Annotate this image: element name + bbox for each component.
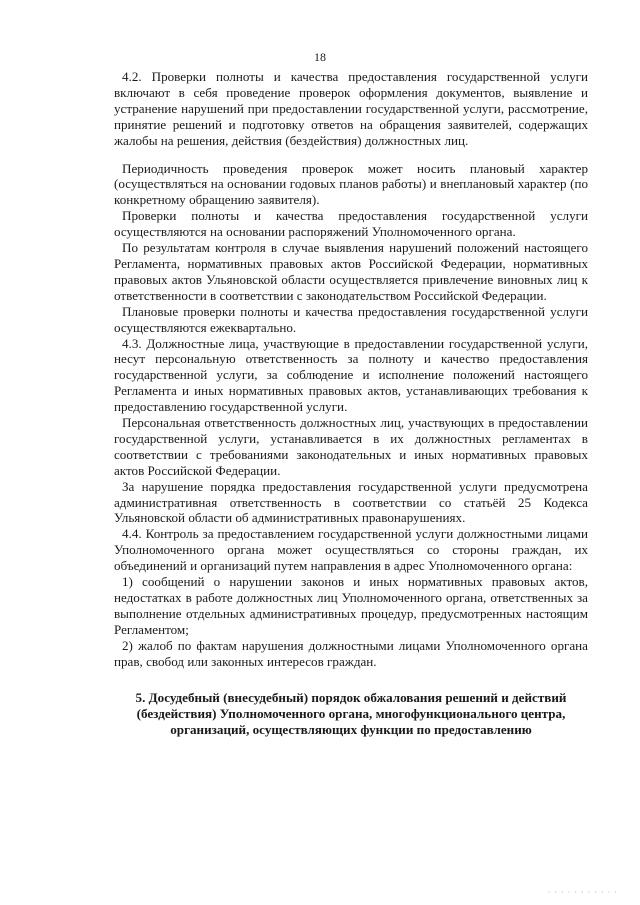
scan-artifact: · · · · · · · · · · · [547, 888, 618, 897]
paragraph-personal-responsibility: Персональная ответственность должностных лиц, участвующих в предоставлении государственной услуги, устанавливается в их должностных регламентах в соответствии с требованиями законодательных и иных нормативных правовых актов Российской Федерации. [114, 415, 588, 478]
paragraph-control-results: По результатам контроля в случае выявления нарушений положений настоящего Регламента, нормативных правовых актов Российской Федерации, нормативных правовых актов Ульяновской области осуществляется привлечение виновных лиц к ответственности в соответствии с законодательством Российской Федерации. [114, 240, 588, 303]
paragraph-administrative-liability: За нарушение порядка предоставления государственной услуги предусмотрена административная ответственность в соответствии со статьёй 25 Кодекса Ульяновской области об административных правонарушениях. [114, 478, 588, 526]
list-item-2: 2) жалоб по фактам нарушения должностными лицами Уполномоченного органа прав, свобод или законных интересов граждан. [114, 637, 588, 669]
paragraph-planned-inspections: Плановые проверки полноты и качества предоставления государственной услуги осуществляются ежеквартально. [114, 303, 588, 335]
paragraph-4-3: 4.3. Должностные лица, участвующие в предоставлении государственной услуги, несут персональную ответственность за полноту и качество предоставления государственной услуги, за соблюдение и исполнение положений настоящего Регламента и иных нормативных правовых актов, устанавливающих требования к предоставлению государственной услуги. [114, 335, 588, 415]
page-number: 18 [314, 50, 326, 64]
paragraph-4-2: 4.2. Проверки полноты и качества предоставления государственной услуги включают в себя проведение проверок оформления документов, выявление и устранение нарушений при предоставлении государственной услуги, рассмотрение, принятие решений и подготовку ответов на обращения заявителей, содержащих жалобы на решения, действия (бездействия) должностных лиц. [114, 69, 588, 148]
list-item-1: 1) сообщений о нарушении законов и иных нормативных правовых актов, недостатках в работе должностных лиц Уполномоченного органа, ответственных за выполнение отдельных административных процедур, предусмотренных настоящим Регламентом; [114, 574, 588, 637]
section-5-heading: 5. Досудебный (внесудебный) порядок обжалования решений и действий (бездействия) Уполномоченного органа, многофункционального центра, организаций, осуществляющих функции по предоставлению [135, 689, 567, 737]
document-body [114, 69, 588, 738]
paragraph-inspection-basis: Проверки полноты и качества предоставления государственной услуги осуществляются на основании распоряжений Уполномоченного органа. [114, 208, 588, 240]
paragraph-4-4: 4.4. Контроль за предоставлением государственной услуги должностными лицами Уполномоченного органа может осуществляться со стороны граждан, их объединений и организаций путем направления в адрес Уполномоченного органа: [114, 526, 588, 574]
paragraph-periodicity: Периодичность проведения проверок может носить плановый характер (осуществляться на основании годовых планов работы) и внеплановый характер (по конкретному обращению заявителя). [114, 160, 588, 208]
